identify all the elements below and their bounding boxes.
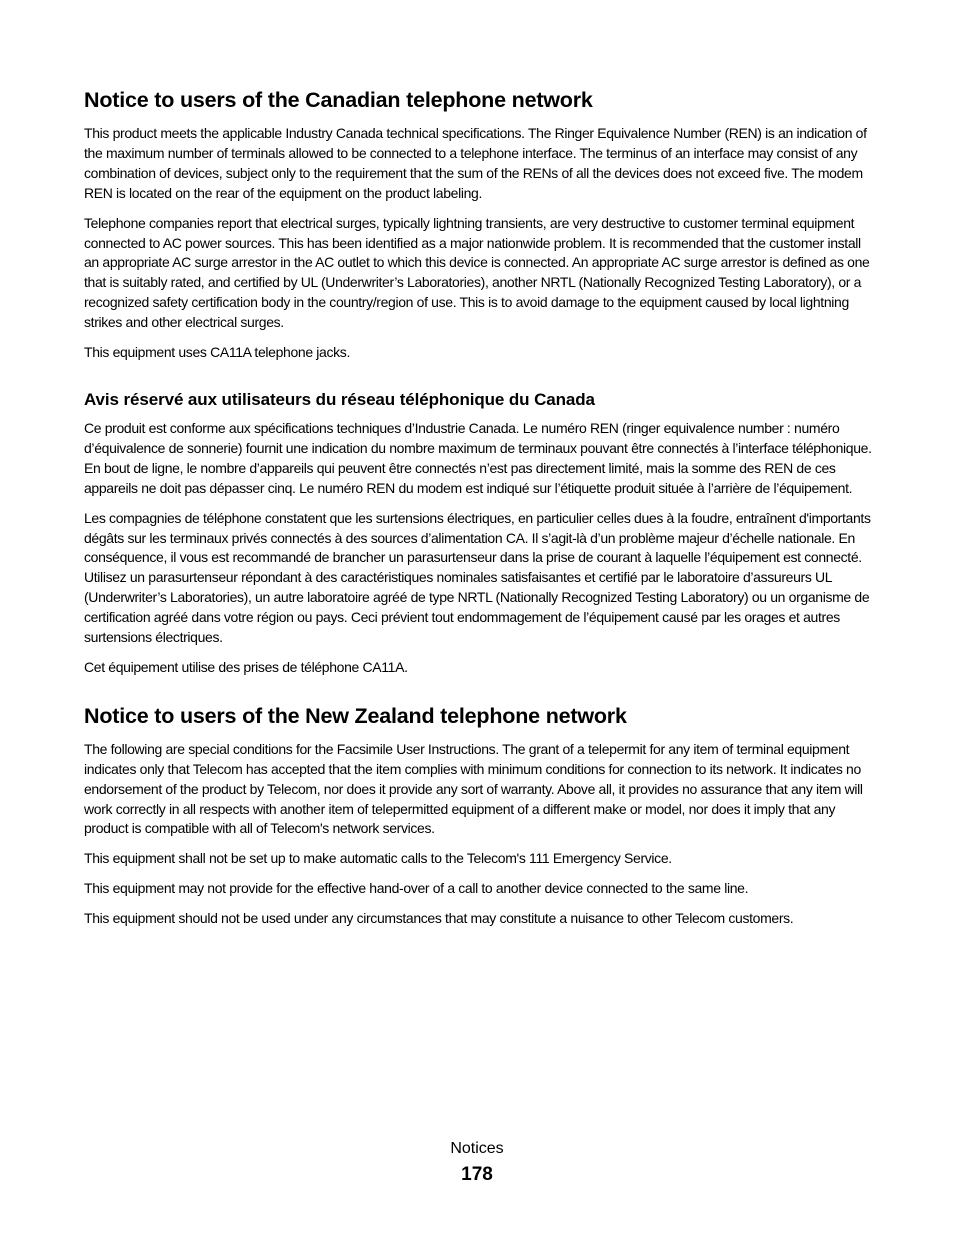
page-number: 178	[461, 1164, 493, 1185]
canada-notice-section	[84, 86, 872, 363]
new-zealand-paragraph-1: The following are special conditions for the Facsimile User Instructions. The grant of a telepermit for any item of terminal equipment indicates only that Telecom has accepted that the item complies with minimum conditions for connection to its network. It indicates no endorsement of the product by Telecom, nor does it provide any sort of warranty. Above all, it provides no assurance that any item will work correctly in all respects with another item of telepermitted equipment of a different make or model, nor does it imply that any product is compatible with all of Telecom's network services.	[84, 740, 863, 837]
canada-paragraph-3: This equipment uses CA11A telephone jacks.	[84, 344, 350, 361]
new-zealand-paragraph-3: This equipment may not provide for the effective hand-over of a call to another device connected to the same line.	[84, 880, 749, 897]
new-zealand-paragraph-4: This equipment should not be used under any circumstances that may constitute a nuisance to other Telecom customers.	[84, 910, 794, 927]
page-footer	[0, 1139, 954, 1188]
canada-fr-paragraph-1: Ce produit est conforme aux spécifications techniques d’Industrie Canada. Le numéro REN (ringer equivalence number : numéro d’équivalence de sonnerie) fournit une indication du nombre maximum de terminaux pouvant être connectés à l’interface téléphonique. En bout de ligne, le nombre d’appareils qui peuvent être connectés n’est pas directement limité, mais la somme des REN de ces appareils ne doit pas dépasser cinq. Le numéro REN du modem est indiqué sur l’étiquette produit située à l’arrière de l’équipement.	[84, 419, 872, 496]
canada-notice-heading: Notice to users of the Canadian telephone network	[84, 88, 593, 112]
canada-fr-paragraph-3: Cet équipement utilise des prises de téléphone CA11A.	[84, 658, 408, 675]
canada-paragraph-1: This product meets the applicable Industry Canada technical specifications. The Ringer Equivalence Number (REN) is an indication of the maximum number of terminals allowed to be connected to a telephone interface. The terminus of an interface may consist of any combination of devices, subject only to the requirement that the sum of the RENs of all the devices does not exceed five. The modem REN is located on the rear of the equipment on the product labeling.	[84, 125, 867, 201]
section-spacer	[84, 688, 872, 702]
section-spacer	[84, 373, 872, 389]
footer-chapter-label: Notices	[450, 1140, 504, 1157]
canada-fr-notice-heading: Avis réservé aux utilisateurs du réseau téléphonique du Canada	[84, 389, 595, 409]
canada-paragraph-2: Telephone companies report that electrical surges, typically lightning transients, are very destructive to customer terminal equipment connected to AC power sources. This has been identified as a major nationwide problem. It is recommended that the customer install an appropriate AC surge arrestor in the AC outlet to which this device is connected. An appropriate AC surge arrestor is defined as one that is suitably rated, and certified by UL (Underwriter’s Laboratories), another NRTL (Nationally Recognized Testing Laboratory), or a recognized safety certification body in the country/region of use. This is to avoid damage to the equipment caused by local lightning strikes and other electrical surges.	[84, 214, 870, 331]
canada-fr-notice-section	[84, 389, 872, 678]
page-content	[84, 86, 872, 939]
new-zealand-paragraph-2: This equipment shall not be set up to make automatic calls to the Telecom's 111 Emergency Service.	[84, 850, 672, 867]
canada-fr-paragraph-2: Les compagnies de téléphone constatent que les surtensions électriques, en particulier celles dues à la foudre, entraînent d'importants dégâts sur les terminaux privés connectés à des sources d’alimentation CA. Il s’agit-là d’un problème majeur d’échelle nationale. En conséquence, il vous est recommandé de brancher un parasurtenseur dans la prise de courant à laquelle l’équipement est connecté. Utilisez un parasurtenseur répondant à des caractéristiques nominales satisfaisantes et certifié par le laboratoire d’assureurs UL (Underwriter’s Laboratories), un autre laboratoire agréé de type NRTL (Nationally Recognized Testing Laboratory) ou un organisme de certification agréé dans votre région ou pays. Ceci prévient tout endommagement de l’équipement causé par les orages et autres surtensions électriques.	[84, 509, 871, 646]
new-zealand-notice-section	[84, 702, 872, 929]
new-zealand-notice-heading: Notice to users of the New Zealand telephone network	[84, 703, 627, 728]
